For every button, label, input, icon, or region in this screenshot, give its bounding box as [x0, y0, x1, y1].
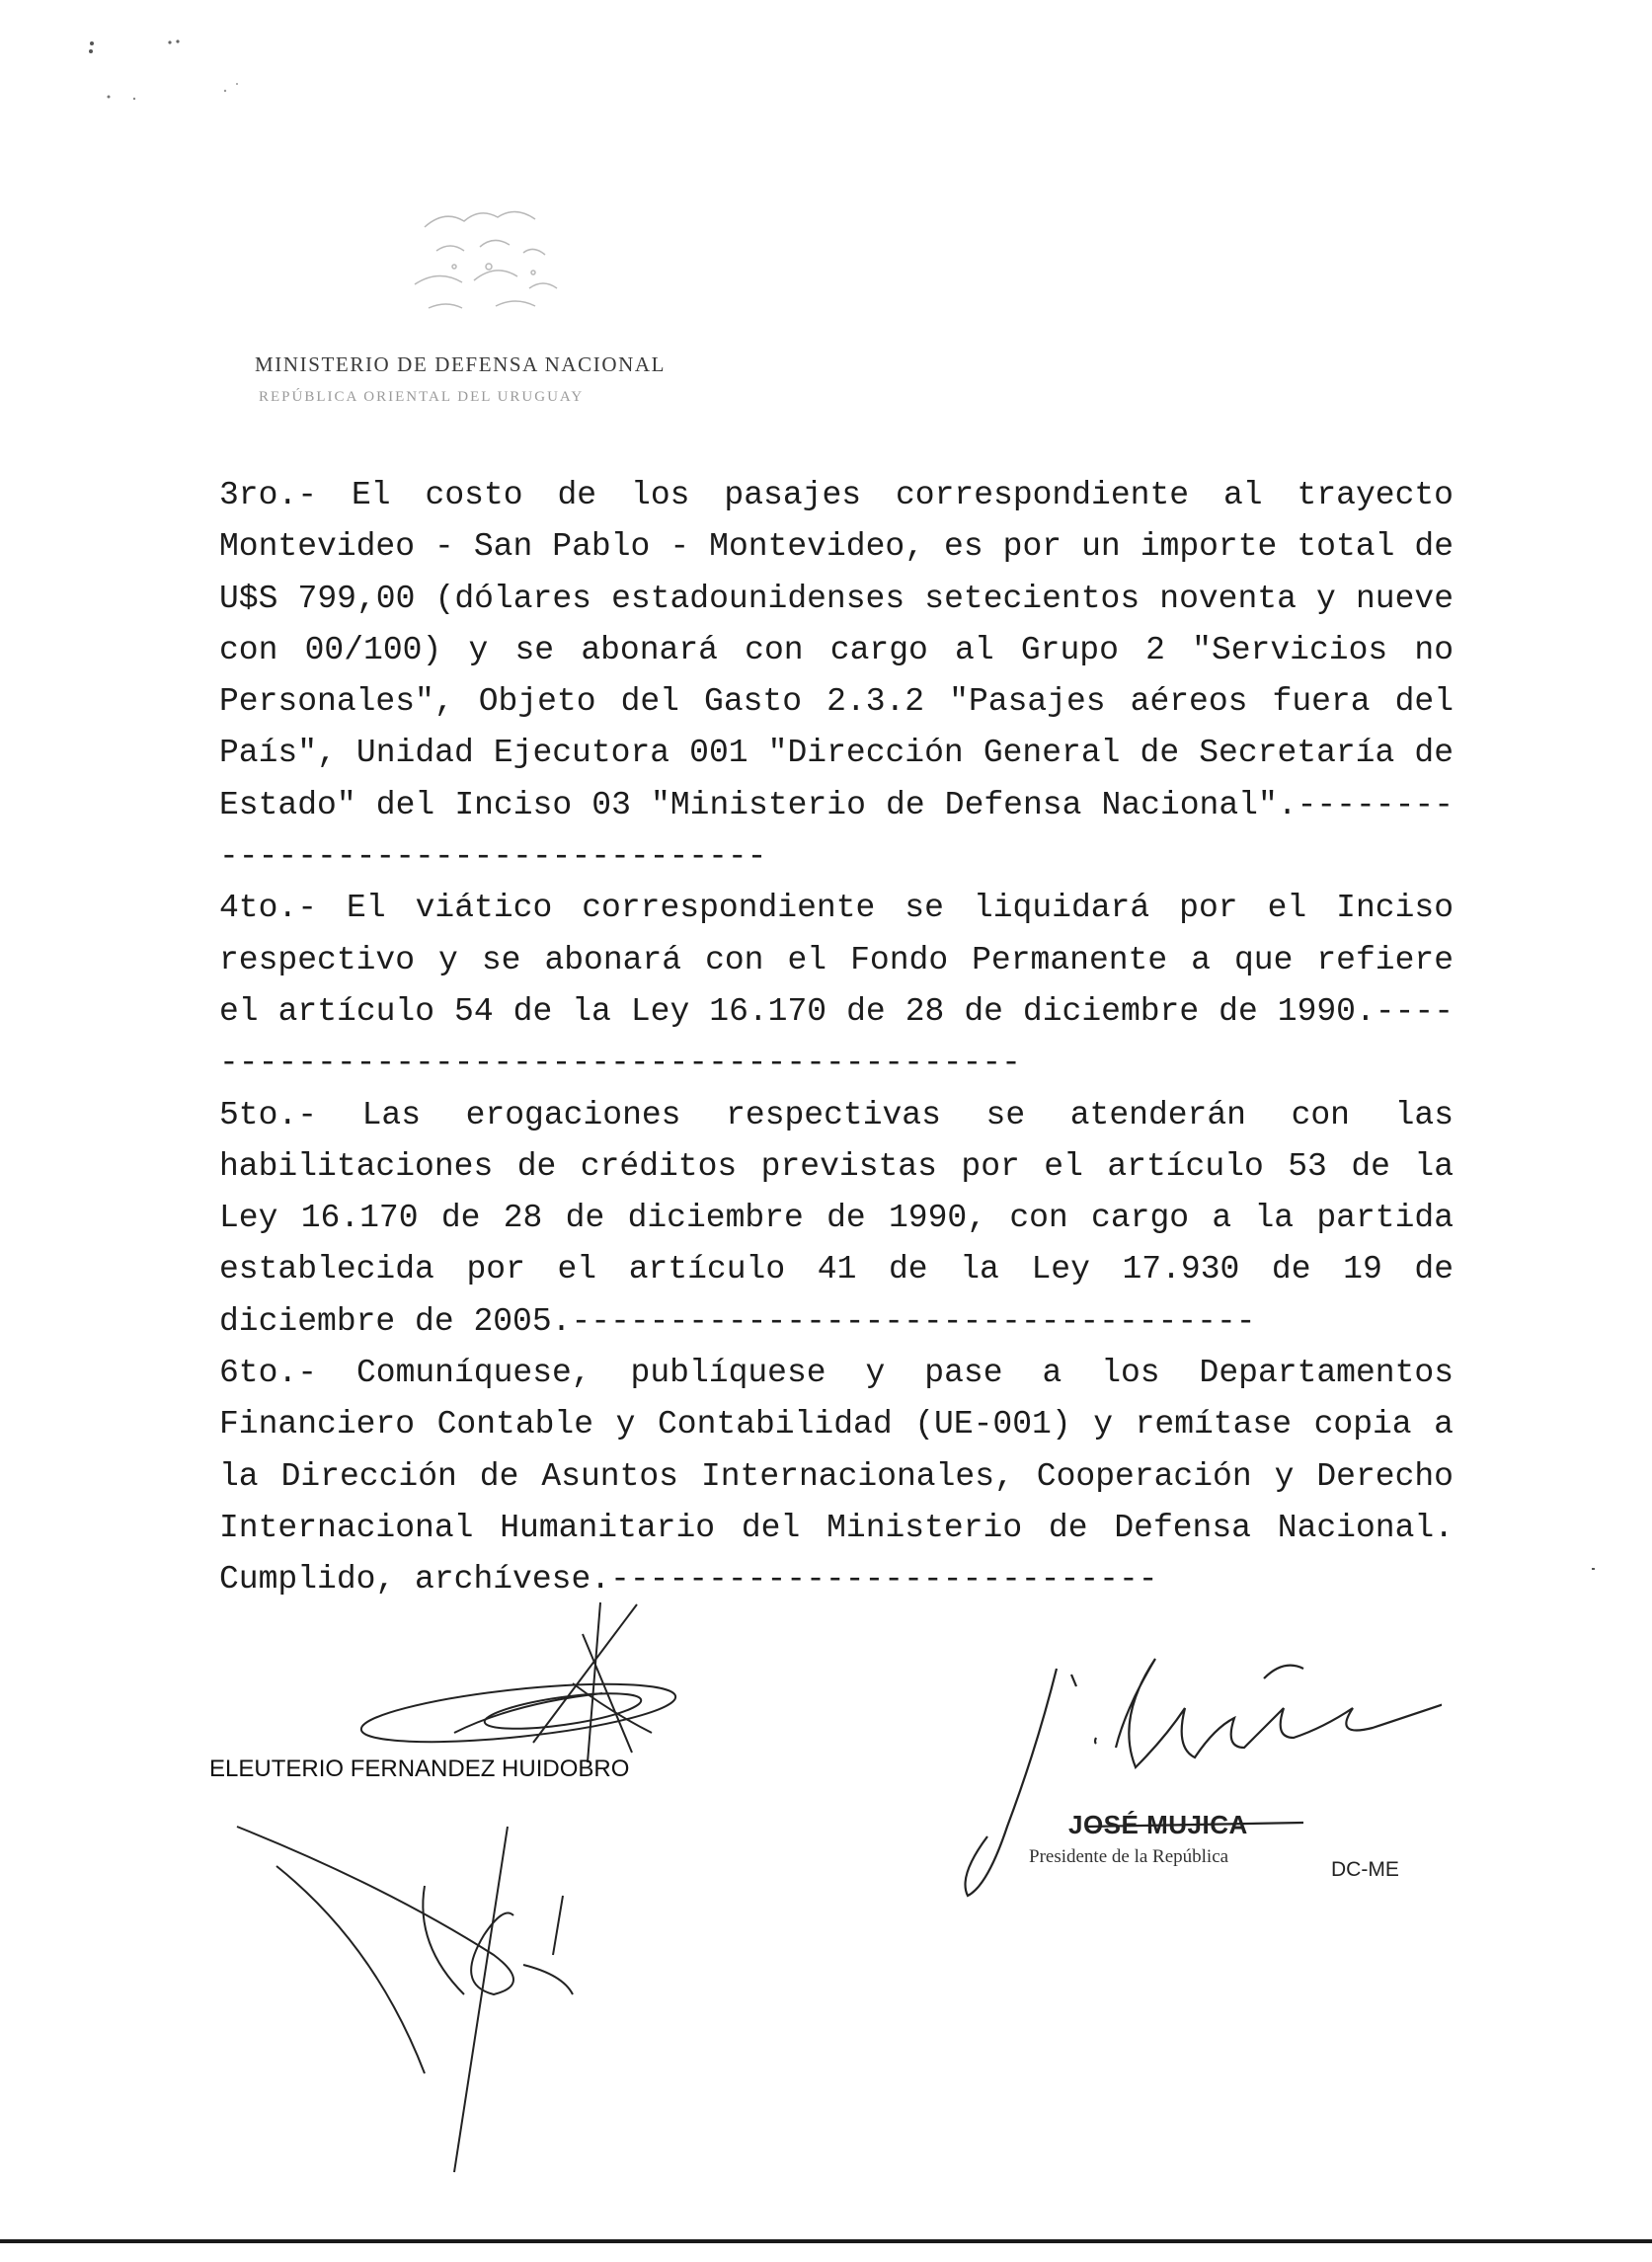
signer-name-right: JOSÉ MUJICA: [1068, 1810, 1248, 1839]
signer-title-right: Presidente de la República: [1029, 1846, 1229, 1867]
signature-fernandez-huidobro-lower: [227, 1807, 602, 2182]
article-3ro: 3ro.- El costo de los pasajes correspondiente al trayecto Montevideo - San Pablo - Montevideo, es por un importe total de U$S 799,00 (dólares estadounidenses setecientos noventa y nueve con 00/100) y se abonará con cargo al Grupo 2 "Servicios no Personales", Objeto del Gasto 2.3.2 "Pasajes aéreos fuera del País", Unidad Ejecutora 001 "Dirección General de Secretaría de Estado" del Inciso 03 "Ministerio de Defensa Nacional".------------------------------------: [219, 477, 1454, 876]
article-6to: 6to.- Comuníquese, publíquese y pase a los Departamentos Financiero Contable y Contabilidad (UE-001) y remítase copia a la Dirección de Asuntos Internacionales, Cooperación y Derecho Internacional Humanitario del Ministerio de Defensa Nacional. Cumplido, archívese.----------------------------: [219, 1355, 1454, 1599]
coat-of-arms-seal-icon: [385, 197, 592, 326]
signer-name-left: ELEUTERIO FERNANDEZ HUIDOBRO: [209, 1755, 630, 1782]
page-bottom-rule: [0, 2239, 1652, 2243]
article-5to: 5to.- Las erogaciones respectivas se atenderán con las habilitaciones de créditos previstas por el artículo 53 de la Ley 16.170 de 28 de diciembre de 1990, con cargo a la partida establecida por el artículo 41 de la Ley 17.930 de 19 de diciembre de 2005.-----------------------------------: [219, 1096, 1454, 1340]
document-ref-code: DC-ME: [1331, 1858, 1399, 1881]
scan-specks: [79, 30, 276, 118]
ministry-name: MINISTERIO DE DEFENSA NACIONAL: [255, 352, 667, 376]
scan-mark: [1592, 1568, 1595, 1570]
republic-name: REPÚBLICA ORIENTAL DEL URUGUAY: [259, 389, 585, 405]
resolution-body: [219, 470, 1454, 1606]
article-4to: 4to.- El viático correspondiente se liquidará por el Inciso respectivo y se abonará con el Fondo Permanente a que refiere el artículo 54 de la Ley 16.170 de 28 de diciembre de 1990.---------------------------------------------: [219, 890, 1454, 1082]
signature-fernandez-huidobro-upper: [336, 1595, 691, 1772]
